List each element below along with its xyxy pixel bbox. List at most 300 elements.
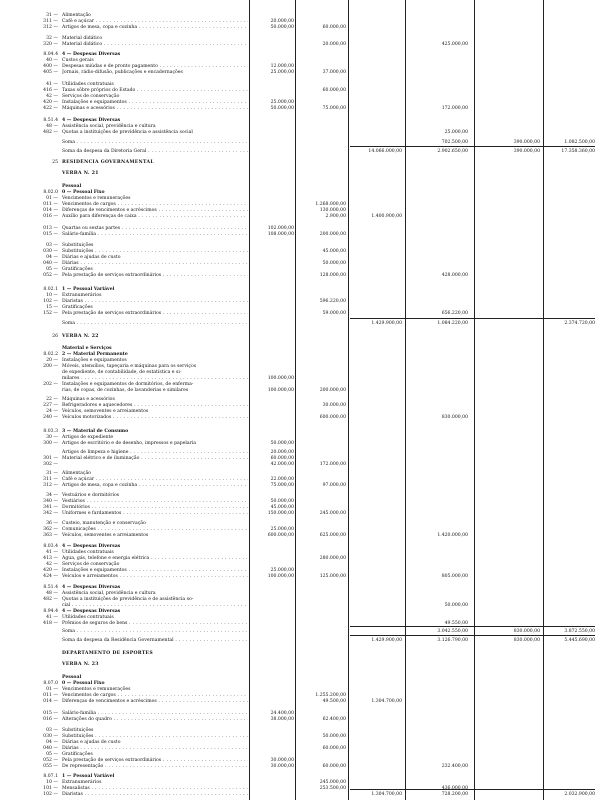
row-description: Jornais, rádio-difusão, publicações e encadernações <box>62 70 183 75</box>
row-description: Veículos motorizados . . . <box>62 414 248 421</box>
row-description: Soma da despesa da Residência Governamental . . . <box>62 637 248 644</box>
amount-col-1: 42.000,00 <box>270 462 294 467</box>
amount-col-2: 245.000,00 <box>319 780 346 785</box>
row-description: Diferenças de vencimentos e acréscimos . . . <box>62 207 248 214</box>
row-description: 4 — Despesas Diversas <box>62 544 121 549</box>
row-description: Café e açúcar . . . <box>62 476 248 483</box>
row-code: 152 — <box>43 311 58 316</box>
amount-col-3: 14.066.000,00 <box>368 149 402 154</box>
row-code: 015 — <box>43 232 58 237</box>
row-code: 227 — <box>43 403 58 408</box>
table-row <box>0 129 600 136</box>
row-description: Instalações e equipamentos . . . <box>62 567 248 574</box>
amount-col-4: 702.500,00 <box>441 140 468 145</box>
amount-col-1: 20.000,00 <box>270 450 294 455</box>
row-code: 482 — <box>43 130 58 135</box>
row-description: De representação . . . <box>62 763 248 770</box>
row-description: cial . . . <box>62 602 248 609</box>
row-description: Diárias e ajudas de custo <box>62 740 121 745</box>
row-description: Uniformes e fardamentos . . . <box>62 510 248 517</box>
row-description: Vencimentos de cargos . . . <box>62 692 248 699</box>
amount-col-2: 2.900,00 <box>325 214 346 219</box>
amount-col-2: 45.000,00 <box>322 249 346 254</box>
amount-col-2: 600.000,00 <box>319 415 346 420</box>
row-code: 040 — <box>43 746 58 751</box>
amount-col-4: 830.000,00 <box>441 415 468 420</box>
row-description: Diárias . . . <box>62 745 248 752</box>
row-description: Quotas a instituições de previdência e assistência social <box>62 130 193 135</box>
amount-col-1: 30.000,00 <box>270 758 294 763</box>
row-code: 101 — <box>43 786 58 791</box>
table-row <box>0 41 600 48</box>
amount-col-2: 128.000,00 <box>319 273 346 278</box>
row-description: 4 — Despesas Diversas <box>62 118 121 123</box>
table-row <box>0 791 600 798</box>
row-code: 41 — <box>46 82 58 87</box>
amount-col-3: 1.429.900,00 <box>371 321 402 326</box>
amount-col-4: 172.000,00 <box>441 106 468 111</box>
amount-col-4: 50.000,00 <box>444 603 468 608</box>
row-code: 40 — <box>46 58 58 63</box>
amount-col-3: 1.400.900,00 <box>371 214 402 219</box>
row-code: 011 — <box>43 202 58 207</box>
row-code: 8.04.4 <box>43 52 58 57</box>
table-row <box>0 532 600 539</box>
row-code: 202 — <box>43 382 58 387</box>
row-description: Gratificações <box>62 752 93 757</box>
row-code: 240 — <box>43 415 58 420</box>
amount-col-5: 390.000,00 <box>513 140 540 145</box>
amount-col-total: 3.872.550,00 <box>564 629 595 634</box>
row-code: 04 — <box>46 740 58 745</box>
row-code: 32 — <box>46 36 58 41</box>
amount-col-4: 232.400,00 <box>441 764 468 769</box>
table-row <box>0 24 600 31</box>
amount-col-2: 1.255.200,00 <box>315 693 346 698</box>
table-row <box>0 716 600 723</box>
row-description: Material e Serviços <box>62 346 112 351</box>
table-row <box>0 440 600 447</box>
row-code: 418 — <box>43 621 58 626</box>
row-code: 03 — <box>46 243 58 248</box>
row-description: Veículos, semoventes e arreiamentos <box>62 533 149 538</box>
amount-col-1: 38.000,00 <box>270 717 294 722</box>
row-description: Soma . . . <box>62 628 248 635</box>
amount-col-1: 22.000,00 <box>270 477 294 482</box>
row-code: 341 — <box>43 505 58 510</box>
row-description: 4 — Despesas Diversas <box>62 609 121 614</box>
amount-col-1: 100.000,00 <box>267 574 294 579</box>
row-code: 8.02.2 <box>43 352 58 357</box>
row-code: 030 — <box>43 734 58 739</box>
table-row <box>0 310 600 317</box>
amount-col-1: 100.000,00 <box>267 376 294 381</box>
amount-col-4: 428.000,00 <box>441 273 468 278</box>
row-code: 342 — <box>43 511 58 516</box>
row-code: 405 — <box>43 70 58 75</box>
amount-col-4: 3.126.790,00 <box>437 638 468 643</box>
row-description: Material elétrico e de iluminação . . . <box>62 455 248 462</box>
row-description: Artigos de mesa, copa e cozinha . . . <box>62 482 248 489</box>
amount-col-2: 49.500,00 <box>322 699 346 704</box>
amount-col-1: 20.000,00 <box>270 19 294 24</box>
row-description: Salário-família . . . <box>62 231 248 238</box>
amount-col-1: 30.000,00 <box>270 764 294 769</box>
amount-col-2: 625.000,00 <box>319 533 346 538</box>
amount-col-1: 45.000,00 <box>270 505 294 510</box>
amount-col-4: 2.902.650,00 <box>437 149 468 154</box>
row-code: 052 — <box>43 758 58 763</box>
row-description: Extranumerários <box>62 780 102 785</box>
table-row <box>0 650 600 657</box>
amount-col-1: 25.000,00 <box>270 527 294 532</box>
row-description: Substituições <box>62 243 94 248</box>
row-code: 41 — <box>46 615 58 620</box>
amount-col-2: 50.000,00 <box>322 734 346 739</box>
amount-col-1: 102.000,00 <box>267 226 294 231</box>
row-code: 8.07.1 <box>43 774 58 779</box>
row-description: Pela prestação de serviços extraordinários . . . <box>62 757 248 764</box>
row-code: 8.02.1 <box>43 287 58 292</box>
amount-col-1: 50.000,00 <box>270 106 294 111</box>
row-description: Utilidades contratuais <box>62 550 114 555</box>
amount-col-2: 62.400,00 <box>322 717 346 722</box>
row-description: Artigos de limpeza e higiene . . . <box>62 449 248 456</box>
amount-col-1: 25.000,00 <box>270 568 294 573</box>
row-code: 10 — <box>46 780 58 785</box>
row-description: Vencimentos e remunerações <box>62 687 131 692</box>
row-description: VERBA N. 23 <box>62 662 99 667</box>
row-description: 3 — Material de Consumo <box>62 429 129 434</box>
row-description: Prêmios de seguros de bens . . . <box>62 620 248 627</box>
amount-col-4: 25.000,00 <box>444 130 468 135</box>
row-code: 400 — <box>43 64 58 69</box>
table-row <box>0 573 600 580</box>
amount-col-1: 60.000,00 <box>270 456 294 461</box>
row-description: Material didático . . . <box>62 41 248 48</box>
row-code: 015 — <box>43 711 58 716</box>
row-description: Alimentação <box>62 471 91 476</box>
row-description: Vencimentos de cargos . . . <box>62 201 248 208</box>
row-code: 311 — <box>43 477 58 482</box>
row-code: 312 — <box>43 25 58 30</box>
amount-col-5: 830.000,00 <box>513 629 540 634</box>
row-code: 030 — <box>43 249 58 254</box>
row-description: VERBA N. 21 <box>62 171 99 176</box>
table-row <box>0 69 600 76</box>
amount-col-2: 97.000,00 <box>322 483 346 488</box>
row-code: 200 — <box>43 364 58 369</box>
table-row <box>0 139 600 146</box>
row-code: 340 — <box>43 499 58 504</box>
row-code: 311 — <box>43 19 58 24</box>
row-description: Alimentação <box>62 13 91 18</box>
row-description: Mensalistas . . . <box>62 785 248 792</box>
row-code: 8.51.4 <box>43 118 58 123</box>
row-description: Máquinas e acessórios <box>62 397 115 402</box>
table-row <box>0 637 600 644</box>
row-description: Vencimentos e remunerações <box>62 196 131 201</box>
row-code: 41 — <box>46 550 58 555</box>
row-code: 301 — <box>43 456 58 461</box>
row-code: 363 — <box>43 533 58 538</box>
row-description: Máquinas e acessórios . . . <box>62 105 248 112</box>
row-description: Dormitórios . . . <box>62 504 248 511</box>
row-code: 8.02.0 <box>43 190 58 195</box>
row-description: Extranumerários <box>62 293 102 298</box>
row-code: 48 — <box>46 124 58 129</box>
row-description: Substituições <box>62 728 94 733</box>
amount-col-3: 1.304.700,00 <box>371 792 402 797</box>
table-row <box>0 148 600 155</box>
table-row <box>0 763 600 770</box>
amount-col-2: 200.000,00 <box>319 232 346 237</box>
row-description: Instalações e equipamentos de dormitórios, de enferma- <box>62 382 194 387</box>
row-description: Instalações e equipamentos . . . <box>62 99 248 106</box>
amount-col-1: 600.000,00 <box>267 533 294 538</box>
table-row <box>0 333 600 340</box>
row-description: Custos gerais <box>62 58 94 63</box>
amount-col-1: 12.000,00 <box>270 64 294 69</box>
amount-col-5: 390.000,00 <box>513 149 540 154</box>
amount-col-2: 50.000,00 <box>322 261 346 266</box>
amount-col-total: 2.032.900,00 <box>564 792 595 797</box>
row-code: 04 — <box>46 255 58 260</box>
amount-col-2: 60.000,00 <box>322 746 346 751</box>
row-code: 15 — <box>46 305 58 310</box>
row-description: Utilidades contratuais <box>62 82 114 87</box>
row-code: 30 — <box>46 435 58 440</box>
table-row <box>0 231 600 238</box>
row-description: Móveis, utensílios, tapeçaria e máquinas para os serviços <box>62 364 197 369</box>
row-code: 8.03.3 <box>43 429 58 434</box>
row-code: 482 — <box>43 597 58 602</box>
amount-col-1: 50.000,00 <box>270 499 294 504</box>
amount-col-2: 200.000,00 <box>319 388 346 393</box>
row-description: Pessoal <box>62 675 82 680</box>
row-description: Refrigeradores e aquecedores . . . <box>62 402 248 409</box>
row-description: Instalações e equipamentos <box>62 358 127 363</box>
amount-col-4: 656.220,00 <box>441 311 468 316</box>
table-row <box>0 414 600 421</box>
amount-col-1: 150.000,00 <box>267 511 294 516</box>
table-row <box>0 320 600 327</box>
row-code: 05 — <box>46 752 58 757</box>
row-description: Comunicações . . . <box>62 526 248 533</box>
total-rule <box>350 146 595 147</box>
row-code: 300 — <box>43 441 58 446</box>
row-description: Soma . . . <box>62 320 248 327</box>
row-description: Serviços de conservação <box>62 94 120 99</box>
amount-col-2: 60.000,00 <box>322 88 346 93</box>
amount-col-2: 253.500,00 <box>319 786 346 791</box>
row-description: Material didático <box>62 36 103 41</box>
row-description: Artigos de escritório e de desenho, impressos e papelaria <box>62 441 197 446</box>
row-code: 26 <box>52 334 58 339</box>
table-row <box>0 620 600 627</box>
amount-col-4: 49.550,00 <box>444 621 468 626</box>
total-rule <box>350 635 595 636</box>
amount-col-2: 172.000,00 <box>319 462 346 467</box>
amount-col-1: 25.000,00 <box>270 100 294 105</box>
row-description: 1 — Pessoal Variável <box>62 774 115 779</box>
row-code: 42 — <box>46 562 58 567</box>
row-code: 016 — <box>43 717 58 722</box>
row-description: Pela prestação de serviços extraordinários . . . <box>62 272 248 279</box>
row-description: 1 — Pessoal Variável <box>62 287 115 292</box>
row-description: Soma da despesa da Diretoria Geral . . . <box>62 148 248 155</box>
table-row <box>0 461 600 468</box>
amount-col-2: 60.000,00 <box>322 764 346 769</box>
amount-col-2: 59.000,00 <box>322 311 346 316</box>
row-description: Pela prestação de serviços extraordinários . . . <box>62 310 248 317</box>
table-row <box>0 628 600 635</box>
amount-col-2: 245.000,00 <box>319 511 346 516</box>
row-description: Veículos, semoventes e arreiamentos <box>62 409 149 414</box>
table-row <box>0 170 600 177</box>
row-code: 8.94.4 <box>43 609 58 614</box>
amount-col-4: 425.000,00 <box>441 42 468 47</box>
row-description: Despesas miúdas e de pronto pagamento . . . <box>62 63 248 70</box>
amount-col-total: 17.358.360,00 <box>561 149 595 154</box>
row-description: milares . . . <box>62 375 248 382</box>
row-description: Diaristas . . . <box>62 298 248 305</box>
amount-col-2: 125.000,00 <box>319 574 346 579</box>
row-description: 0 — Pessoal Fixo <box>62 681 105 686</box>
row-code: 8.07.0 <box>43 681 58 686</box>
row-description: Auxílio para diferenças de caixa . . . <box>62 213 248 220</box>
amount-col-1: 50.000,00 <box>270 441 294 446</box>
row-code: 34 — <box>46 493 58 498</box>
row-code: 055 — <box>43 764 58 769</box>
amount-col-4: 805.000,00 <box>441 574 468 579</box>
row-description: RESIDÊNCIA GOVERNAMENTAL <box>62 160 154 165</box>
row-code: 03 — <box>46 728 58 733</box>
row-code: 013 — <box>43 226 58 231</box>
amount-col-5: 830.000,00 <box>513 638 540 643</box>
amount-col-2: 30.000,00 <box>322 403 346 408</box>
row-code: 31 — <box>46 13 58 18</box>
row-description: Assistência social, previdência e cultura <box>62 591 156 596</box>
row-code: 48 — <box>46 591 58 596</box>
amount-col-1: 50.000,00 <box>270 25 294 30</box>
row-description: Diárias . . . <box>62 260 248 267</box>
row-description: Diferenças de vencimentos e acréscimos . . . <box>62 698 248 705</box>
row-description: Substituições . . . <box>62 733 248 740</box>
row-description: Serviços de conservação <box>62 562 120 567</box>
row-code: 413 — <box>43 556 58 561</box>
row-description: DEPARTAMENTO DE ESPORTES <box>62 651 153 656</box>
row-code: 01 — <box>46 687 58 692</box>
amount-col-1: 108.000,00 <box>267 232 294 237</box>
row-description: 4 — Despesas Diversas <box>62 585 121 590</box>
row-description: Pessoal <box>62 184 82 189</box>
amount-col-2: 1.268.000,00 <box>315 202 346 207</box>
row-code: 302 — <box>43 462 58 467</box>
row-code: 424 — <box>43 574 58 579</box>
amount-col-4: 1.420.000,00 <box>437 533 468 538</box>
row-description: Alterações do quadro . . . <box>62 716 248 723</box>
row-description: Custeio, manutenção e conservação <box>62 521 146 526</box>
table-row <box>0 482 600 489</box>
amount-col-2: 20.000,00 <box>322 42 346 47</box>
table-row <box>0 272 600 279</box>
row-code: 25 <box>52 160 58 165</box>
amount-col-2: 130.000,00 <box>319 208 346 213</box>
row-description: Assistência social, previdência e cultura <box>62 124 156 129</box>
row-code: 422 — <box>43 106 58 111</box>
row-description: Quartas ou sextas partes . . . <box>62 225 248 232</box>
amount-col-2: 75.000,00 <box>322 106 346 111</box>
amount-col-2: 280.000,00 <box>319 556 346 561</box>
amount-col-2: 37.000,00 <box>322 70 346 75</box>
total-rule <box>350 318 595 319</box>
row-description: Artigos de expediente <box>62 435 114 440</box>
row-code: 31 — <box>46 471 58 476</box>
amount-col-3: 1.429.900,00 <box>371 638 402 643</box>
row-code: 10 — <box>46 293 58 298</box>
amount-col-total: 1.082.500,00 <box>564 140 595 145</box>
amount-col-4: 436.000,00 <box>441 786 468 791</box>
row-code: 36 — <box>46 521 58 526</box>
row-description: Gratificações <box>62 267 93 272</box>
amount-col-3: 1.304.700,00 <box>371 699 402 704</box>
row-code: 014 — <box>43 699 58 704</box>
row-code: 01 — <box>46 196 58 201</box>
row-code: 22 — <box>46 397 58 402</box>
amount-col-2: 60.000,00 <box>322 25 346 30</box>
row-code: 24 — <box>46 409 58 414</box>
row-description: Veículos e arreiamentos . . . <box>62 573 248 580</box>
row-description: Água, gás, telefone e energia elétrica . . . <box>62 555 248 562</box>
amount-col-1: 100.000,00 <box>267 388 294 393</box>
row-description: rias, de copas, de cozinhas, de lavanderias e similares <box>62 388 189 393</box>
row-description: Vestuários e dormitórios <box>62 493 120 498</box>
row-description: Diaristas . . . <box>62 791 248 798</box>
amount-col-2: 596.220,00 <box>319 299 346 304</box>
table-row <box>0 159 600 166</box>
row-code: 416 — <box>43 88 58 93</box>
row-description: Café e açúcar . . . <box>62 18 248 25</box>
row-code: 312 — <box>43 483 58 488</box>
amount-col-1: 24.400,00 <box>270 711 294 716</box>
table-row <box>0 698 600 705</box>
table-row <box>0 510 600 517</box>
row-description: Taxas sôbre próprios do Estado . . . <box>62 87 248 94</box>
row-description: Quotas a instituições de previdência e de assistência so- <box>62 597 194 602</box>
row-code: 420 — <box>43 100 58 105</box>
amount-col-total: 2.374.720,00 <box>564 321 595 326</box>
row-code: 320 — <box>43 42 58 47</box>
amount-col-4: 728.200,00 <box>441 792 468 797</box>
row-code: 102 — <box>43 792 58 797</box>
row-code: 20 — <box>46 358 58 363</box>
amount-col-4: 3.042.550,00 <box>437 629 468 634</box>
table-row <box>0 387 600 394</box>
row-description: Vestiários . . . <box>62 498 248 505</box>
row-description: Substituições . . . <box>62 248 248 255</box>
amount-col-1: 75.000,00 <box>270 483 294 488</box>
table-row <box>0 213 600 220</box>
row-description: de expediente, de contabilidade, de estatística e si- <box>62 370 182 375</box>
row-code: 420 — <box>43 568 58 573</box>
amount-col-total: 5.445.690,00 <box>564 638 595 643</box>
table-row <box>0 661 600 668</box>
row-description: Salário-família . . . <box>62 710 248 717</box>
row-description: Utilidades contratuais <box>62 615 114 620</box>
row-code: 102 — <box>43 299 58 304</box>
row-description: VERBA N. 22 <box>62 334 99 339</box>
